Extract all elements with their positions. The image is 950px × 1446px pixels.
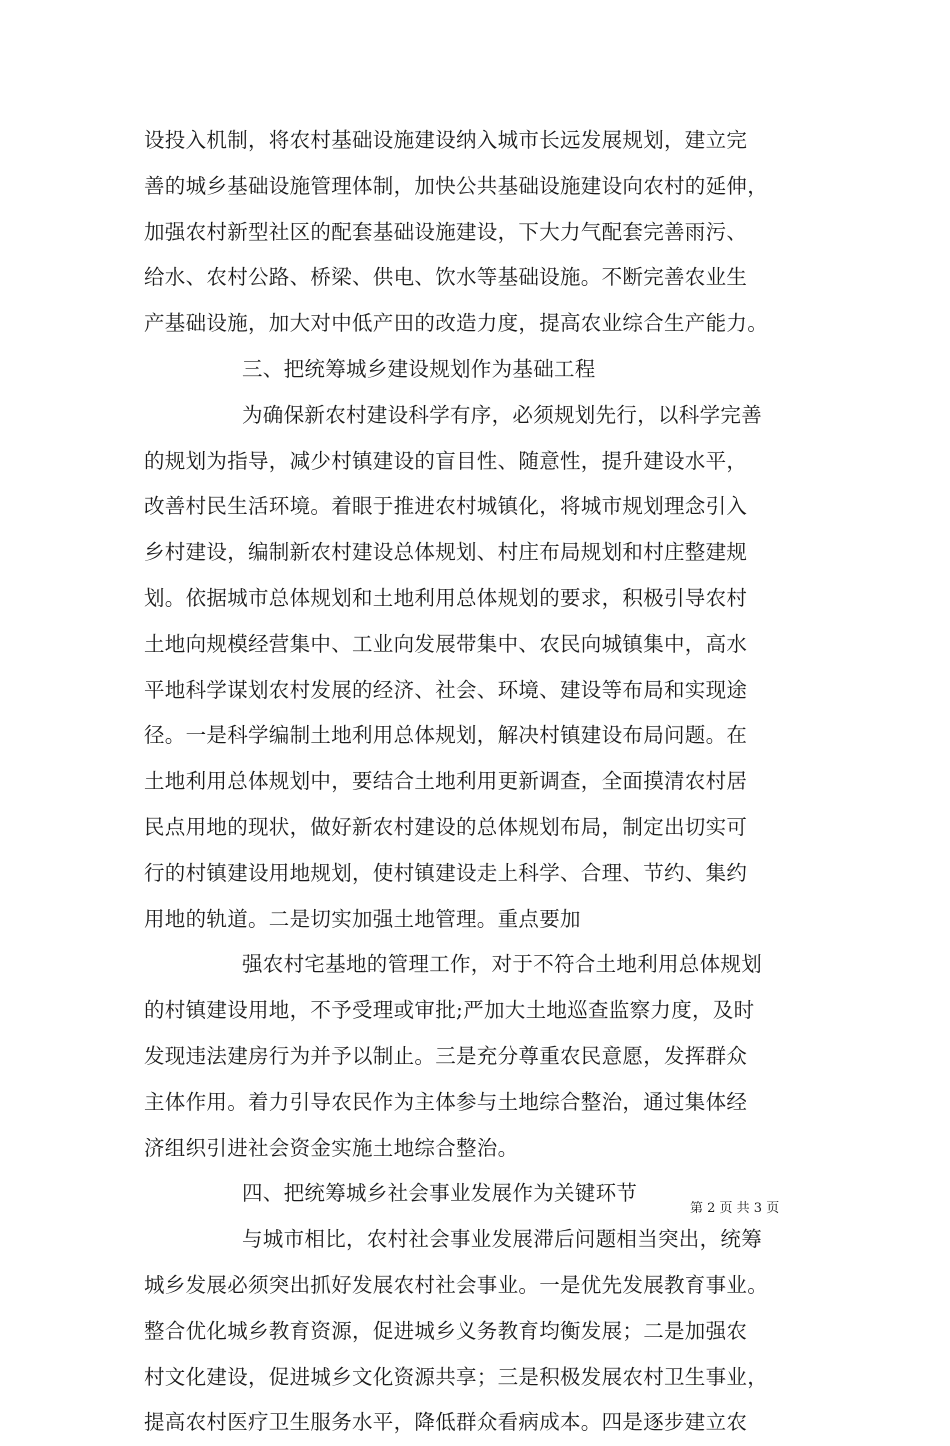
- text-line: 土地利用总体规划中，要结合土地利用更新调查，全面摸清农村居: [144, 769, 748, 794]
- text-line: 设投入机制，将农村基础设施建设纳入城市长远发展规划，建立完: [144, 128, 748, 152]
- text-line: 的村镇建设用地，不予受理或审批;严加大土地巡查监察力度，及时: [144, 998, 755, 1023]
- text-line: 产基础设施，加大对中低产田的改造力度，提高农业综合生产能力。: [144, 311, 768, 336]
- text-line: 与城市相比，农村社会事业发展滞后问题相当突出，统筹: [242, 1227, 762, 1252]
- text-line: 四、把统筹城乡社会事业发展作为关键环节: [242, 1181, 638, 1206]
- text-line: 济组织引进社会资金实施土地综合整治。: [144, 1135, 519, 1160]
- text-line: 改善村民生活环境。着眼于推进农村城镇化，将城市规划理念引入: [144, 494, 748, 519]
- text-line: 的规划为指导，减少村镇建设的盲目性、随意性，提升建设水平，: [144, 448, 748, 473]
- text-line: 径。一是科学编制土地利用总体规划，解决村镇建设布局问题。在: [144, 723, 748, 748]
- text-line: 民点用地的现状，做好新农村建设的总体规划布局，制定出切实可: [144, 814, 748, 839]
- text-line: 为确保新农村建设科学有序，必须规划先行，以科学完善: [242, 402, 762, 427]
- text-line: 划。依据城市总体规划和土地利用总体规划的要求，积极引导农村: [144, 585, 748, 610]
- text-line: 三、把统筹城乡建设规划作为基础工程: [242, 356, 596, 381]
- text-line: 给水、农村公路、桥梁、供电、饮水等基础设施。不断完善农业生: [144, 265, 748, 290]
- text-line: 行的村镇建设用地规划，使村镇建设走上科学、合理、节约、集约: [144, 860, 748, 885]
- text-line: 城乡发展必须突出抓好发展农村社会事业。一是优先发展教育事业。: [144, 1272, 768, 1297]
- text-line: 善的城乡基础设施管理体制，加快公共基础设施建设向农村的延伸，: [144, 173, 768, 198]
- text-line: 加强农村新型社区的配套基础设施建设，下大力气配套完善雨污、: [144, 219, 748, 244]
- text-line: 主体作用。着力引导农民作为主体参与土地综合整治，通过集体经: [144, 1089, 748, 1114]
- text-line: 整合优化城乡教育资源，促进城乡义务教育均衡发展；二是加强农: [144, 1318, 748, 1343]
- text-line: 发现违法建房行为并予以制止。三是充分尊重农民意愿，发挥群众: [144, 1043, 748, 1068]
- text-line: 村文化建设，促进城乡文化资源共享；三是积极发展农村卫生事业，: [144, 1364, 768, 1389]
- text-line: 用地的轨道。二是切实加强土地管理。重点要加: [144, 906, 581, 931]
- text-line: 乡村建设，编制新农村建设总体规划、村庄布局规划和村庄整建规: [144, 540, 748, 565]
- text-line: 提高农村医疗卫生服务水平，降低群众看病成本。四是逐步建立农: [144, 1410, 748, 1435]
- text-line: 平地科学谋划农村发展的经济、社会、环境、建设等布局和实现途: [144, 677, 748, 702]
- text-line: 土地向规模经营集中、工业向发展带集中、农民向城镇集中，高水: [144, 631, 748, 656]
- text-line: 强农村宅基地的管理工作，对于不符合土地利用总体规划: [242, 952, 762, 977]
- document-body: [144, 118, 810, 1446]
- page-number-footer: 第 2 页 共 3 页: [690, 1201, 780, 1216]
